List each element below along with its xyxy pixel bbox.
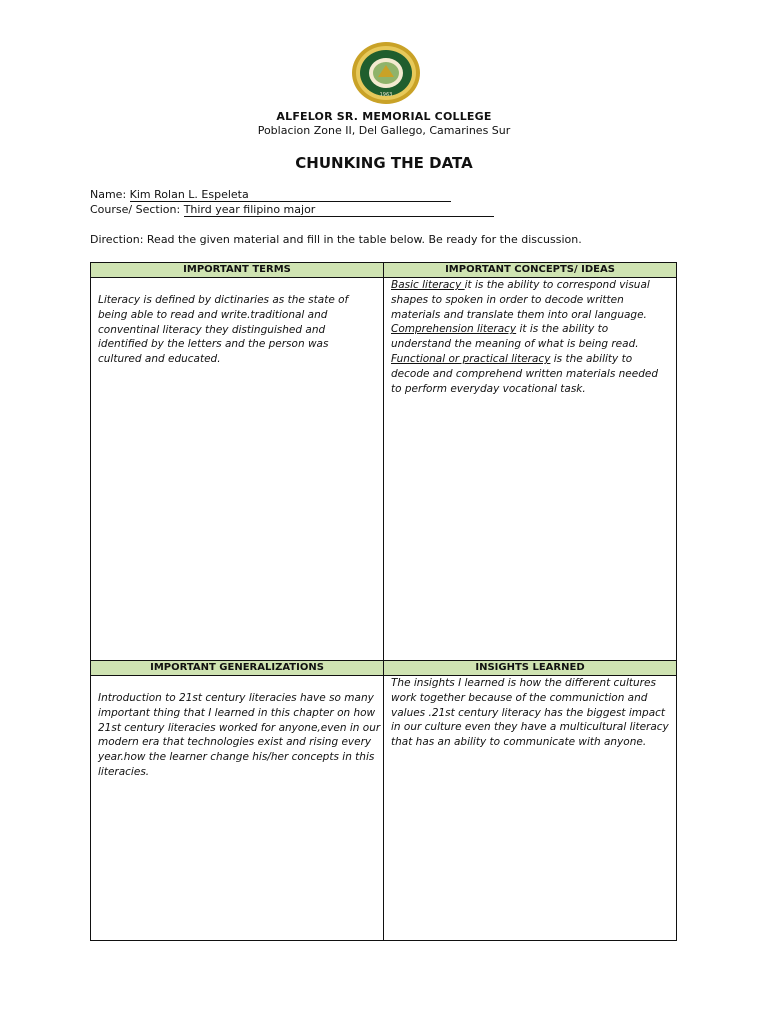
important-terms-text: Literacy is defined by dictinaries as the state of being able to read and write.traditional and conventinal literacy they distinguished and identified by the letters and the person was cultured and educated. (98, 294, 349, 366)
header-important-generalizations: IMPORTANT GENERALIZATIONS (91, 661, 383, 675)
insights-learned-text: The insights I learned is how the different cultures work together because of the communiction and values .21st century literacy has the biggest impact in our culture even they have a multicultural literacy that has an ability to communicate with anyone. (391, 677, 669, 749)
name-label: Name: (90, 188, 130, 201)
document-title: CHUNKING THE DATA (295, 154, 473, 172)
header-important-terms: IMPORTANT TERMS (91, 263, 383, 277)
functional-literacy-definition: is the ability to decode and comprehend written materials needed to perform everyday vocational task. (391, 352, 659, 395)
header-insights-learned: INSIGHTS LEARNED (384, 661, 676, 675)
chunking-table (90, 262, 677, 941)
basic-literacy-term: Basic literacy (391, 279, 465, 291)
seal-year: 1963 (379, 92, 393, 98)
table-divider-vertical (383, 263, 384, 940)
comprehension-literacy-term: Comprehension literacy (391, 323, 517, 336)
course-field (90, 203, 494, 217)
college-name: ALFELOR SR. MEMORIAL COLLEGE (276, 110, 492, 123)
important-generalizations-text: Introduction to 21st century literacies have so many important thing that I learned in this chapter on how 21st century literacies worked for anyone,even in our modern era that technologies exist and rising every year.how the learner change his/her concepts in this literacies. (98, 692, 381, 778)
name-value: Kim Rolan L. Espeleta (130, 189, 451, 202)
basic-literacy-definition: it is the ability to correspond visual shapes to spoken in order to decode written materials and translate them into oral language. (391, 279, 650, 321)
course-value: Third year filipino major (184, 204, 494, 217)
comprehension-literacy-definition: it is the ability to understand the meaning of what is being read. (391, 323, 639, 351)
header-important-concepts: IMPORTANT CONCEPTS/ IDEAS (384, 263, 676, 277)
course-label: Course/ Section: (90, 203, 184, 216)
direction-text: Direction: Read the given material and fill in the table below. Be ready for the discussion. (90, 233, 582, 246)
college-address: Poblacion Zone II, Del Gallego, Camarines Sur (257, 124, 511, 137)
college-seal-icon (351, 41, 421, 105)
name-field (90, 188, 451, 202)
functional-literacy-term: Functional or practical literacy (391, 352, 551, 365)
important-concepts-text (391, 278, 671, 396)
